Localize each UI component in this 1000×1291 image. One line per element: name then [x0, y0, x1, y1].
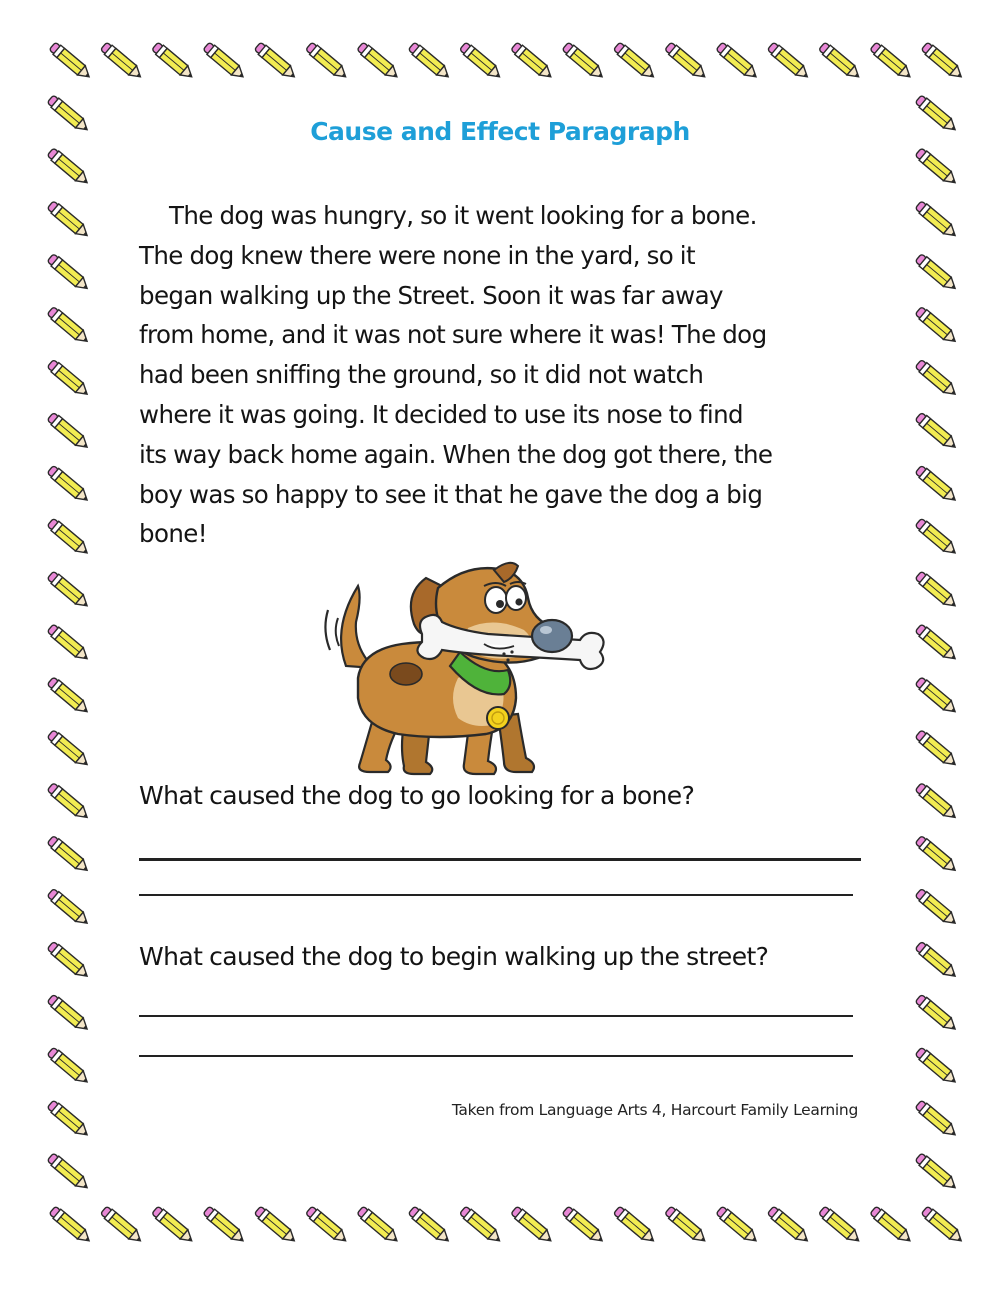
pencil-icon: [46, 1099, 90, 1139]
pencil-icon: [715, 1205, 759, 1245]
pencil-icon: [914, 465, 958, 505]
pencil-icon: [914, 306, 958, 346]
pencil-icon: [202, 41, 246, 81]
answer-line[interactable]: [139, 894, 853, 896]
pencil-icon: [914, 994, 958, 1034]
pencil-icon: [46, 1152, 90, 1192]
pencil-icon: [46, 253, 90, 293]
pencil-icon: [46, 412, 90, 452]
story-paragraph: [139, 196, 861, 554]
pencil-icon: [459, 1205, 503, 1245]
pencil-icon: [46, 517, 90, 557]
pencil-icon: [914, 147, 958, 187]
page-title: Cause and Effect Paragraph: [310, 117, 690, 146]
pencil-icon: [46, 888, 90, 928]
pencil-icon: [151, 1205, 195, 1245]
pencil-icon: [869, 1205, 913, 1245]
story-line: The dog knew there were none in the yard, so it: [139, 240, 696, 270]
pencil-icon: [254, 41, 298, 81]
pencil-icon: [46, 835, 90, 875]
question-1: What caused the dog to go looking for a bone?: [139, 781, 695, 810]
pencil-icon: [613, 1205, 657, 1245]
pencil-icon: [46, 729, 90, 769]
source-credit: Taken from Language Arts 4, Harcourt Family Learning: [451, 1101, 858, 1119]
pencil-icon: [510, 41, 554, 81]
pencil-icon: [151, 41, 195, 81]
question-2: What caused the dog to begin walking up the street?: [139, 942, 769, 971]
pencil-icon: [914, 200, 958, 240]
pencil-icon: [914, 782, 958, 822]
pencil-icon: [914, 359, 958, 399]
pencil-icon: [914, 835, 958, 875]
story-line: had been sniffing the ground, so it did not watch: [139, 360, 704, 390]
dog-with-bone-icon: [318, 558, 610, 780]
pencil-icon: [46, 306, 90, 346]
pencil-icon: [46, 676, 90, 716]
pencil-icon: [914, 676, 958, 716]
pencil-icon: [46, 570, 90, 610]
pencil-icon: [921, 41, 965, 81]
pencil-icon: [914, 1099, 958, 1139]
pencil-icon: [561, 1205, 605, 1245]
pencil-icon: [46, 1046, 90, 1086]
pencil-icon: [914, 888, 958, 928]
pencil-icon: [664, 1205, 708, 1245]
story-line: began walking up the Street. Soon it was far away: [139, 280, 723, 310]
pencil-icon: [510, 1205, 554, 1245]
pencil-icon: [46, 147, 90, 187]
story-line: bone!: [139, 519, 207, 549]
pencil-icon: [356, 1205, 400, 1245]
pencil-icon: [914, 623, 958, 663]
pencil-icon: [914, 253, 958, 293]
pencil-icon: [921, 1205, 965, 1245]
pencil-icon: [408, 1205, 452, 1245]
pencil-icon: [46, 465, 90, 505]
pencil-icon: [46, 623, 90, 663]
pencil-icon: [46, 359, 90, 399]
story-line: The dog was hungry, so it went looking for a bone.: [169, 201, 757, 230]
pencil-icon: [459, 41, 503, 81]
pencil-icon: [356, 41, 400, 81]
pencil-icon: [46, 782, 90, 822]
pencil-icon: [664, 41, 708, 81]
pencil-icon: [767, 1205, 811, 1245]
story-line: where it was going. It decided to use its nose to find: [139, 399, 743, 429]
pencil-icon: [869, 41, 913, 81]
pencil-icon: [914, 517, 958, 557]
pencil-icon: [408, 41, 452, 81]
pencil-icon: [305, 41, 349, 81]
pencil-icon: [914, 941, 958, 981]
answer-line[interactable]: [139, 858, 861, 861]
pencil-icon: [48, 1205, 92, 1245]
pencil-icon: [818, 1205, 862, 1245]
pencil-icon: [46, 994, 90, 1034]
pencil-icon: [767, 41, 811, 81]
pencil-icon: [914, 1046, 958, 1086]
story-line: its way back home again. When the dog got there, the: [139, 439, 773, 469]
pencil-icon: [254, 1205, 298, 1245]
pencil-icon: [48, 41, 92, 81]
pencil-icon: [100, 41, 144, 81]
answer-line[interactable]: [139, 1055, 853, 1057]
story-line: boy was so happy to see it that he gave the dog a big: [139, 479, 763, 509]
pencil-icon: [305, 1205, 349, 1245]
pencil-icon: [914, 570, 958, 610]
pencil-icon: [202, 1205, 246, 1245]
story-line: from home, and it was not sure where it was! The dog: [139, 320, 767, 350]
pencil-icon: [561, 41, 605, 81]
pencil-icon: [613, 41, 657, 81]
pencil-icon: [46, 200, 90, 240]
pencil-icon: [46, 941, 90, 981]
pencil-icon: [914, 412, 958, 452]
pencil-icon: [818, 41, 862, 81]
pencil-icon: [100, 1205, 144, 1245]
pencil-icon: [914, 1152, 958, 1192]
pencil-icon: [715, 41, 759, 81]
pencil-icon: [914, 729, 958, 769]
answer-line[interactable]: [139, 1015, 853, 1017]
